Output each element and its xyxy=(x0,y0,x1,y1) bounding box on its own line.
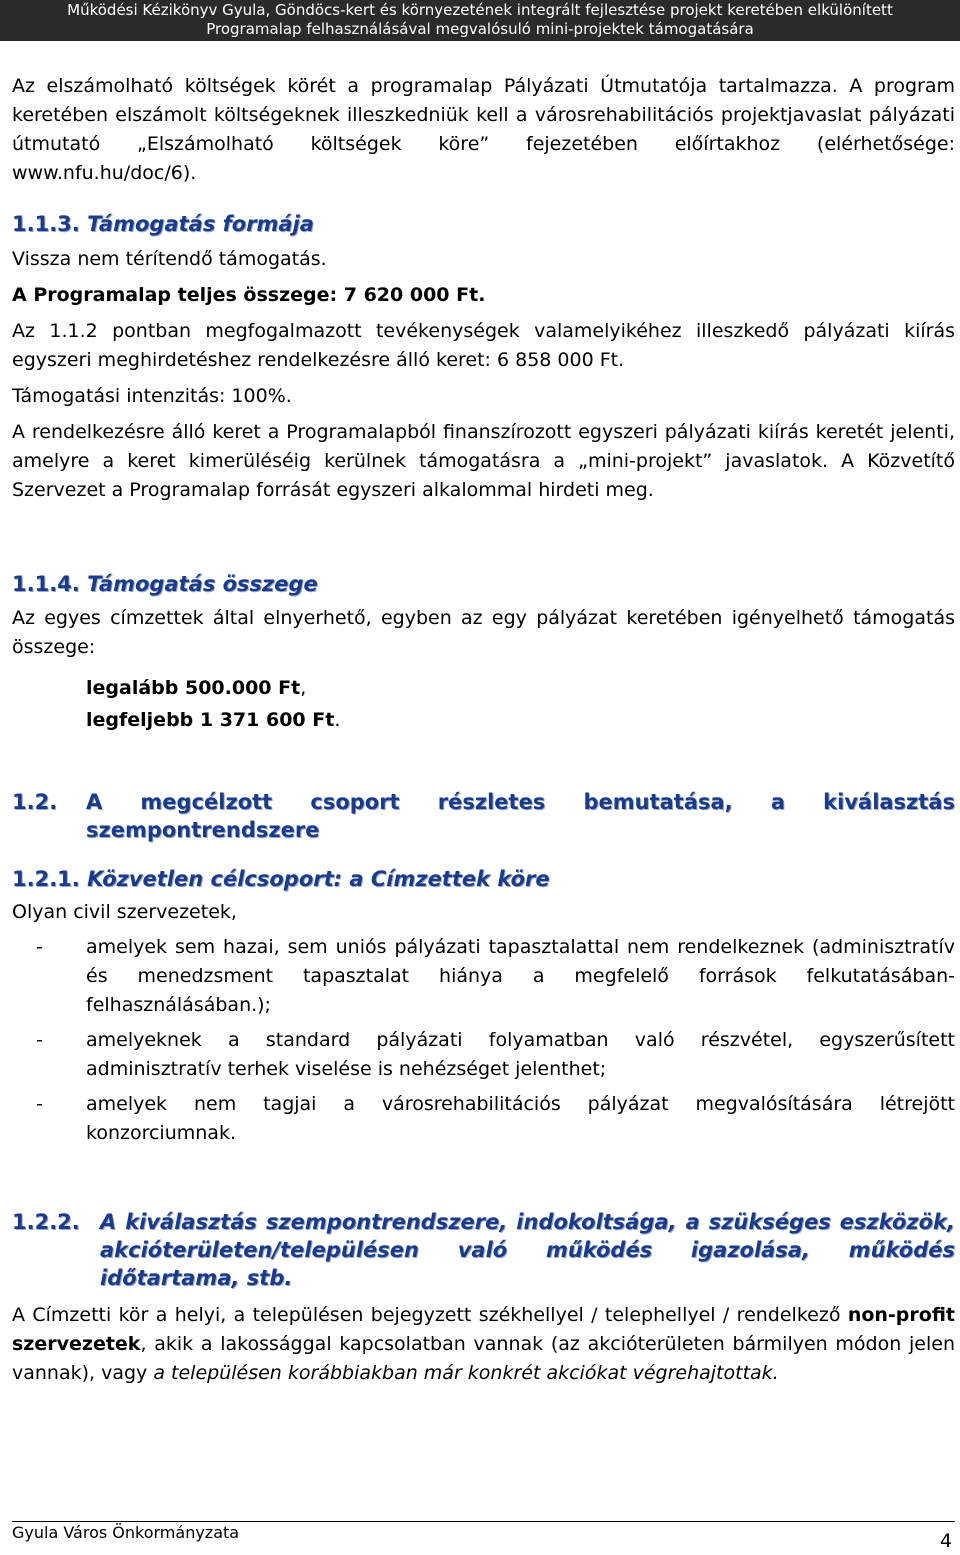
paragraph-support-form: Vissza nem térítendő támogatás. xyxy=(12,248,327,270)
amount-max-label: legfeljebb 1 371 600 Ft xyxy=(86,709,335,731)
section-1-2-2-heading xyxy=(12,1208,955,1292)
list-item xyxy=(12,933,955,1020)
list-item-text: amelyek sem hazai, sem uniós pályázati tapasztalattal nem rendelkeznek (adminisztratív és menedzsment tapasztalat hiánya a megfelelő források felkutatásában-felhasználásában.); xyxy=(86,936,955,1016)
list-item xyxy=(12,1090,955,1148)
list-item xyxy=(12,1026,955,1084)
recipients-text-b: non-profit szervezetek xyxy=(12,1304,955,1355)
paragraph-frame: Az 1.1.2 pontban megfogalmazott tevékenységek valamelyikéhez illeszkedő pályázati kiírás egyszeri meghirdetéshez rendelkezésre álló keret: 6 858 000 Ft. xyxy=(12,320,955,371)
page-header xyxy=(0,0,960,41)
section-number: 1.2. xyxy=(12,790,58,814)
section-title: Támogatás formája xyxy=(87,212,314,236)
section-1-2-heading xyxy=(12,788,955,844)
amount-min xyxy=(12,672,955,704)
section-title: Közvetlen célcsoport: a Címzettek köre xyxy=(87,867,550,891)
section-title: Támogatás összege xyxy=(87,572,318,596)
paragraph-recipients xyxy=(12,1301,955,1388)
section-1-2-1-heading xyxy=(12,864,955,894)
section-number: 1.2.1. xyxy=(12,867,80,891)
paragraph-amount: Az egyes címzettek által elnyerhető, egyben az egy pályázat keretében igényelhető támogatás összege: xyxy=(12,607,955,658)
list-item-text: amelyek nem tagjai a városrehabilitációs pályázat megvalósítására létrejött konzorciumnak. xyxy=(86,1093,955,1144)
list-dash: - xyxy=(36,1029,43,1051)
amount-min-label: legalább 500.000 Ft xyxy=(86,677,301,699)
paragraph-intensity: Támogatási intenzitás: 100%. xyxy=(12,385,292,407)
amount-max xyxy=(12,704,955,736)
paragraph-civil: Olyan civil szervezetek, xyxy=(12,901,237,923)
target-group-list xyxy=(12,933,955,1148)
paragraph-total-amount: A Programalap teljes összege: 7 620 000 Ft. xyxy=(12,284,486,306)
list-dash: - xyxy=(36,1093,43,1115)
section-number: 1.1.4. xyxy=(12,572,80,596)
footer-divider xyxy=(12,1521,955,1522)
list-item-text: amelyeknek a standard pályázati folyamatban való részvétel, egyszerűsített adminisztratív terhek viselése is nehézséget jelenthet; xyxy=(86,1029,955,1080)
section-number: 1.1.3. xyxy=(12,212,80,236)
footer-organization: Gyula Város Önkormányzata xyxy=(12,1523,240,1542)
section-title: A megcélzott csoport részletes bemutatása, a kiválasztás szempontrendszere xyxy=(86,790,955,842)
amount-min-sep: , xyxy=(300,677,307,699)
section-1-1-3-heading xyxy=(12,209,955,239)
document-body xyxy=(12,72,955,1388)
recipients-text-c: , akik a lakossággal kapcsolatban vannak (az akcióterületen bármilyen módon jelen vannak), vagy xyxy=(12,1333,955,1384)
paragraph-costs: Az elszámolható költségek körét a programalap Pályázati Útmutatója tartalmazza. A program keretében elszámolt költségeknek illeszkedniük kell a városrehabilitációs projektjavaslat pályázati útmutató „Elszámolható költségek köre” fejezetében előírtakhoz (elérhetősége: www.nfu.hu/doc/6). xyxy=(12,75,955,184)
list-dash: - xyxy=(36,936,43,958)
header-line-2: Programalap felhasználásával megvalósuló mini-projektek támogatására xyxy=(206,20,754,38)
page-number: 4 xyxy=(939,1530,952,1552)
section-title: A kiválasztás szempontrendszere, indokoltsága, a szükséges eszközök, akcióterületen/településen való működés igazolása, működés időtartama, stb. xyxy=(100,1210,955,1290)
header-line-1: Működési Kézikönyv Gyula, Göndöcs-kert és környezetének integrált fejlesztése projekt keretében elkülönített xyxy=(67,1,893,19)
recipients-text-d: a településen korábbiakban már konkrét akciókat végrehajtottak. xyxy=(153,1362,779,1384)
recipients-text-a: A Címzetti kör a helyi, a településen bejegyzett székhellyel / telephellyel / rendelkező xyxy=(12,1304,848,1326)
section-1-1-4-heading xyxy=(12,569,955,599)
amount-max-sep: . xyxy=(334,709,341,731)
paragraph-frame-details: A rendelkezésre álló keret a Programalapból finanszírozott egyszeri pályázati kiírás keretét jelenti, amelyre a keret kimerüléséig kerülnek támogatásra a „mini-projekt” javaslatok. A Közvetítő Szervezet a Programalap forrását egyszeri alkalommal hirdeti meg. xyxy=(12,421,955,501)
section-number: 1.2.2. xyxy=(12,1210,80,1234)
